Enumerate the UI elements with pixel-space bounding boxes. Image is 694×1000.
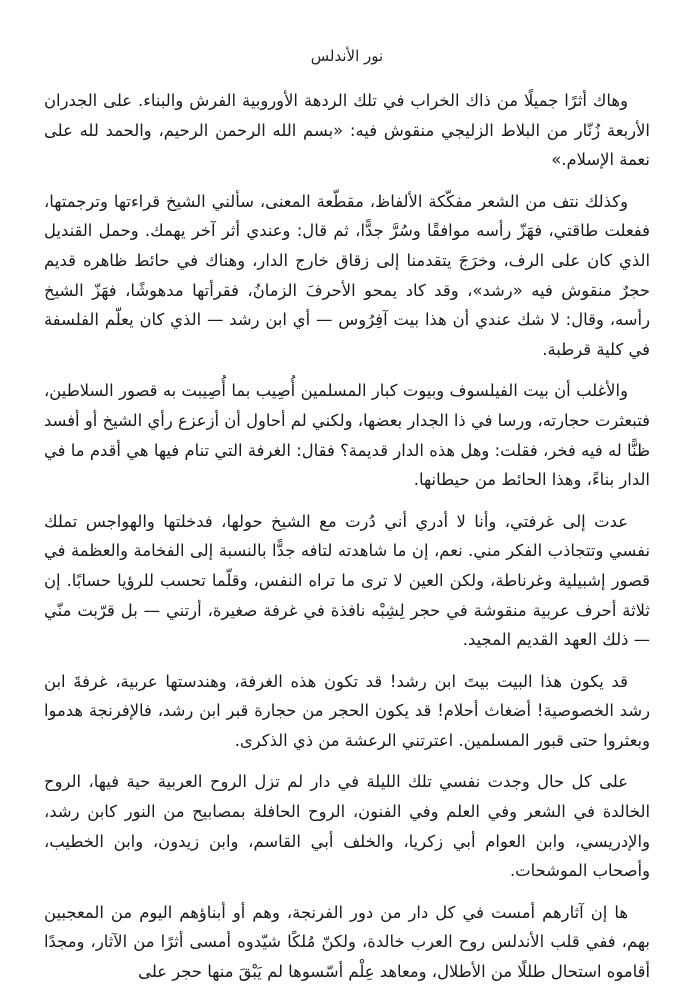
paragraph-1: وهاك أثرًا جميلًا من ذاك الخراب في تلك الردهة الأوروبية الفرش والبناء. على الجدران الأربعة زُنّار من البلاط الزليجي منقوش فيه: «بسم الله الرحمن الرحيم، والحمد لله على نعمة الإسلام.»	[44, 91, 650, 170]
paragraph-4: عدت إلى غرفتي، وأنا لا أدري أني دُرت مع الشيخ حولها، فدخلتها والهواجس تملك نفسي وتتجاذب الفكر مني. نعم، إن ما شاهدته لتافه جدًّا بالنسبة إلى الفخامة والعظمة في قصور إشبيلية وغرناطة، ولكن العين لا ترى ما تراه النفس، وقلّما تحسب للرؤيا حسابًا. إن ثلاثة أحرف عربية منقوشة في حجر لِشِبْه نافذة في غرفة صغيرة، أرتني — بل قرّبت منّي — ذلك العهد القديم المجيد.	[44, 511, 650, 650]
paragraph-7: ها إن آثارهم أمست في كل دار من دور الفرنجة، وهم أو أبناؤهم اليوم من المعجبين بهم، ففي قلب الأندلس روح العرب خالدة، ولكنّ مُلكًا شيّدوه أمسى أثرًا من الآثار، ومجدًا أقاموه استحال طللًا من الأطلال، ومعاهد عِلْم أسّسوها لم يَبْقَ منها حجر على	[44, 902, 650, 982]
paragraph-6: على كل حال وجدت نفسي تلك الليلة في دار لم تزل الروح العربية حية فيها، الروح الخالدة في الشعر وفي العلم وفي الفنون، الروح الحافلة بمصابيح من النور كابن رشد، والإدريسي، وابن العوام أبي زكريا، والخلف أبي القاسم، وابن زيدون، وابن الخطيب، وأصحاب الموشحات.	[44, 772, 650, 881]
paragraph-5: قد يكون هذا البيت بيتَ ابن رشد! قد تكون هذه الغرفة، وهندستها عربية، غرفةَ ابن رشد الخصوصية! أضغاث أحلام! قد يكون الحجر من حجارة قبر ابن رشد، فالإفرنجة هدموا وبعثروا حتى قبور المسلمين. اعترتني الرعشة من ذي الذكرى.	[44, 671, 650, 750]
paragraph-2: وكذلك نتف من الشعر مفكّكة الألفاظ، مقطّعة المعنى، سألني الشيخ قراءتها وترجمتها، ففعلت طاقتي، فهَزّ رأسه موافقًا وسُرَّ جدًّا، ثم قال: وعندي أثر آخر يهمك. وحمل القنديل الذي كان على الرف، وخرَجَ يتقدمنا إلى زقاق خارج الدار، وهناك في حائط ظاهره قديم حجرٌ منقوش فيه «رشد»، وقد كاد يمحو الأحرفَ الزمانُ، فقرأتها مدهوشًا، فهَزّ الشيخ رأسه، وقال: لا شك عندي أن هذا بيت آفِرُوس — أي ابن رشد — الذي كان يعلّم الفلسفة في كلية قرطبة.	[44, 191, 650, 359]
paragraph-3: والأغلب أن بيت الفيلسوف وبيوت كبار المسلمين أُصِيب بما أُصِيبت به قصور السلاطين، فتبعثرت حجارته، ورسا في ذا الجدار بعضها، ولكني لم أحاول أن أزعزع رأي الشيخ أو أفسد ظنًّا له فيه فخر، فقلت: وهل هذه الدار قديمة؟ فقال: الغرفة التي تنام فيها هي أقدم ما في الدار بناءً، وهذا الحائط من حيطانها.	[44, 381, 650, 490]
body-text	[44, 86, 650, 987]
running-head: نور الأندلس	[310, 47, 384, 65]
